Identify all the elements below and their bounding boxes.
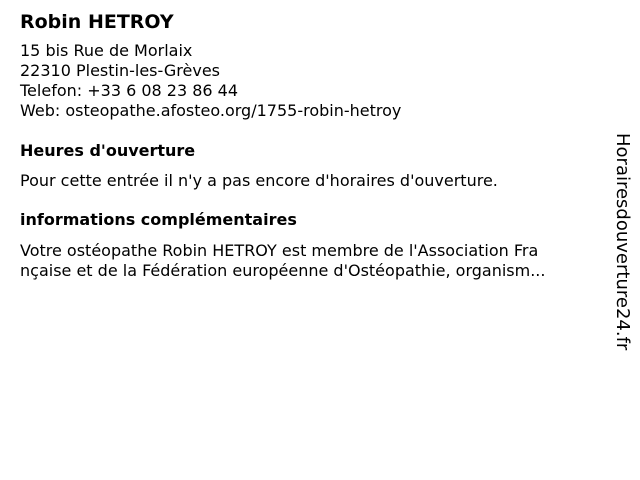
website: Web: osteopathe.afosteo.org/1755-robin-hetroy [20, 101, 402, 120]
additional-info-line: Votre ostéopathe Robin HETROY est membre de l'Association Fra [20, 241, 539, 260]
additional-info-line: nçaise et de la Fédération européenne d'Ostéopathie, organism... [20, 261, 546, 280]
page-title: Robin HETROY [20, 11, 174, 33]
address-street: 15 bis Rue de Morlaix [20, 41, 193, 60]
address-block [20, 41, 595, 121]
phone-number: Telefon: +33 6 08 23 86 44 [20, 81, 239, 100]
opening-hours-text: Pour cette entrée il n'y a pas encore d'horaires d'ouverture. [20, 171, 498, 190]
listing-content [20, 10, 595, 281]
additional-info-heading: informations complémentaires [20, 210, 297, 229]
opening-hours-heading: Heures d'ouverture [20, 141, 196, 160]
additional-info-text [20, 241, 595, 281]
address-city: 22310 Plestin-les-Grèves [20, 61, 220, 80]
site-watermark: Horairesdouverture24.fr [612, 133, 633, 351]
